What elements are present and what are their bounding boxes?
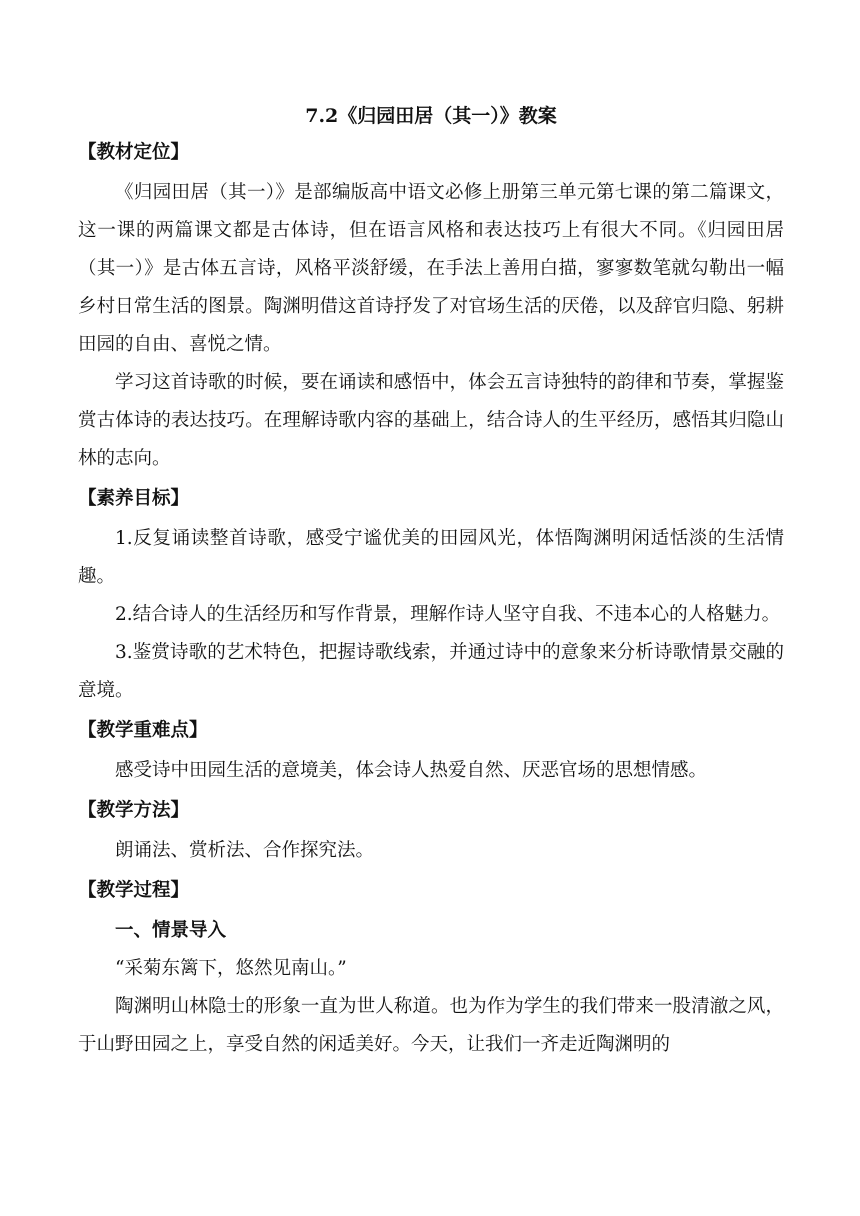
poem-quote: “采菊东篱下，悠然见南山。” bbox=[115, 958, 347, 979]
goal-item-3: 3.鉴赏诗歌的艺术特色，把握诗歌线索，并通过诗中的意象来分析诗歌情景交融的意境。 bbox=[78, 642, 784, 701]
section-heading-guocheng: 【教学过程】 bbox=[78, 880, 190, 901]
goal-item-2: 2.结合诗人的生活经历和写作背景，理解作诗人坚守自我、不违本心的人格魅力。 bbox=[115, 604, 781, 625]
section-heading-jiaocai: 【教材定位】 bbox=[78, 142, 190, 163]
section-heading-suyang: 【素养目标】 bbox=[78, 488, 190, 509]
section-heading-fangfa: 【教学方法】 bbox=[78, 800, 190, 821]
document-page bbox=[78, 100, 784, 1064]
paragraph-jiaocai-1: 《归园田居（其一）》是部编版高中语文必修上册第三单元第七课的第二篇课文，这一课的两篇课文都是古体诗，但在语言风格和表达技巧上有很大不同。《归园田居（其一）》是古体五言诗，风格平淡舒缓，在手法上善用白描，寥寥数笔就勾勒出一幅乡村日常生活的图景。陶渊明借这首诗抒发了对官场生活的厌倦，以及辞官归隐、躬耕田园的自由、喜悦之情。 bbox=[78, 182, 784, 355]
paragraph-guocheng: 陶渊明山林隐士的形象一直为世人称道。也为作为学生的我们带来一股清澈之风，于山野田园之上，享受自然的闲适美好。今天，让我们一齐走近陶渊明的 bbox=[78, 996, 784, 1055]
paragraph-fangfa: 朗诵法、赏析法、合作探究法。 bbox=[115, 840, 375, 861]
document-title: 7.2《归园田居（其一）》教案 bbox=[305, 105, 557, 127]
paragraph-zhongnandian: 感受诗中田园生活的意境美，体会诗人热爱自然、厌恶官场的思想情感。 bbox=[115, 760, 708, 781]
subheading-qingjing-daoru: 一、情景导入 bbox=[115, 920, 227, 941]
paragraph-jiaocai-2: 学习这首诗歌的时候，要在诵读和感悟中，体会五言诗独特的韵律和节奏，掌握鉴赏古体诗的表达技巧。在理解诗歌内容的基础上，结合诗人的生平经历，感悟其归隐山林的志向。 bbox=[78, 372, 784, 469]
section-heading-zhongnandian: 【教学重难点】 bbox=[78, 720, 208, 741]
goal-item-1: 1.反复诵读整首诗歌，感受宁谧优美的田园风光，体悟陶渊明闲适恬淡的生活情趣。 bbox=[78, 528, 784, 587]
